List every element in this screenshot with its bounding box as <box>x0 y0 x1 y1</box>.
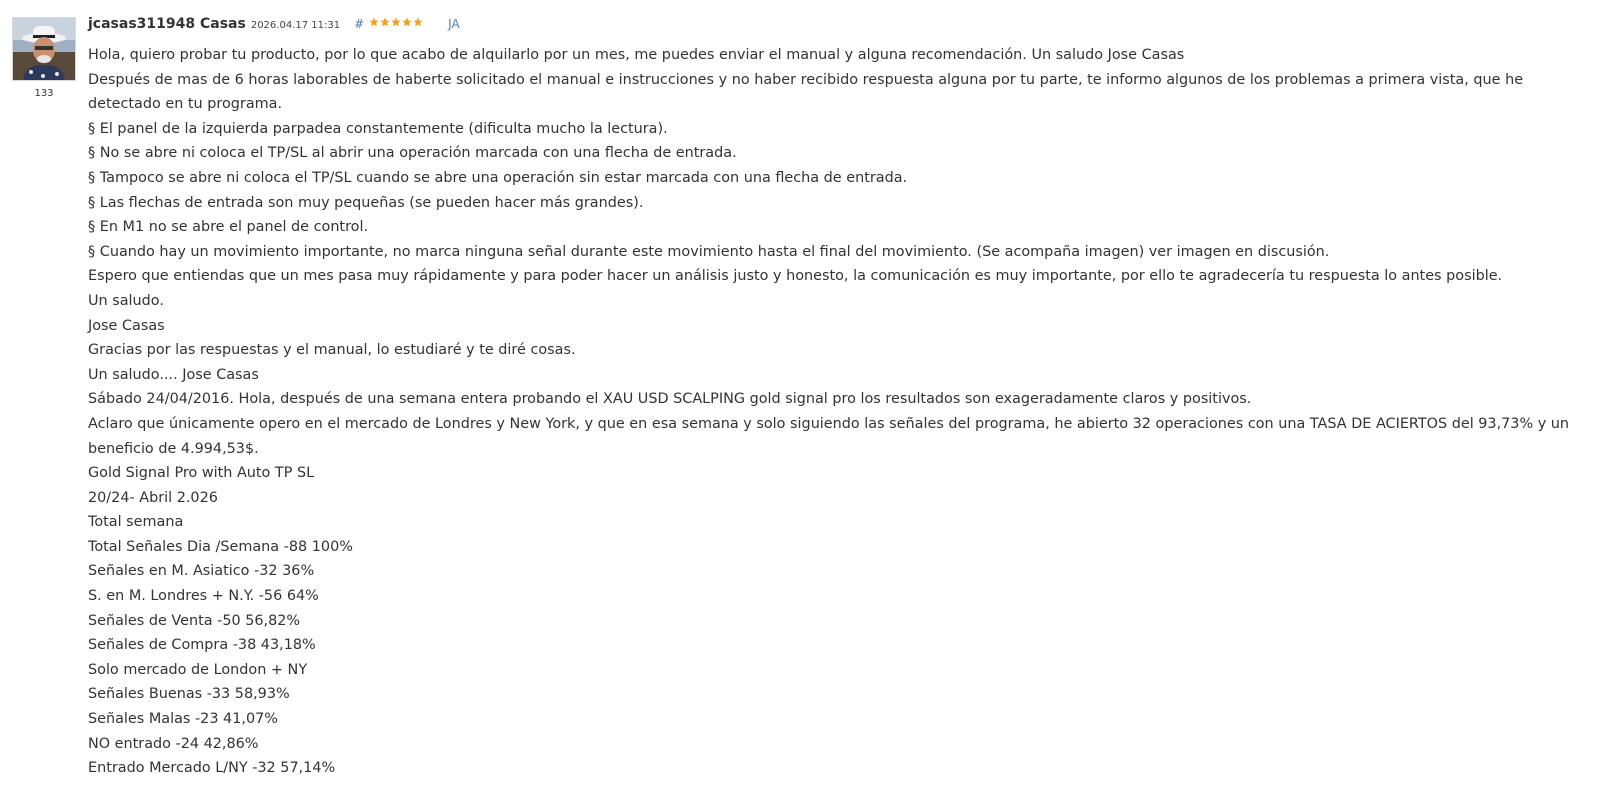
review-header <box>88 16 460 38</box>
author-name-link[interactable]: jcasas311948 Casas <box>88 16 246 32</box>
star-icon <box>391 17 401 27</box>
review-text-line: Señales de Compra -38 43,18% <box>88 637 316 654</box>
translate-language-link[interactable]: JA <box>448 17 460 31</box>
star-icon <box>413 17 423 27</box>
review-text-line: 20/24- Abril 2.026 <box>88 489 218 506</box>
review-text-line: Señales en M. Asiatico -32 36% <box>88 563 315 580</box>
review-text-line: Señales de Venta -50 56,82% <box>88 612 301 629</box>
review-text-line: Señales Malas -23 41,07% <box>88 711 278 728</box>
author-column <box>12 17 76 99</box>
review-text-line: Gold Signal Pro with Auto TP SL <box>88 465 315 482</box>
author-rating-count: 133 <box>34 88 54 99</box>
star-rating <box>369 17 424 27</box>
review-text-line: Hola, quiero probar tu producto, por lo que acabo de alquilarlo por un mes, me puedes enviar el manual y alguna recomendación. Un saludo Jose Casas <box>88 47 1185 63</box>
review-text-line: Un saludo.... Jose Casas <box>88 366 259 383</box>
review-text-line: Un saludo. <box>88 292 164 309</box>
review-text-line: Sábado 24/04/2016. Hola, después de una semana entera probando el XAU USD SCALPING gold signal pro los resultados son exageradamente claros y positivos. <box>88 391 1252 408</box>
review-text-line: Jose Casas <box>88 317 165 334</box>
review-permalink[interactable]: # <box>354 17 365 31</box>
review-text-line: S. en M. Londres + N.Y. -56 64% <box>88 588 319 605</box>
avatar-photo-icon <box>13 18 75 80</box>
review-text-line: § En M1 no se abre el panel de control. <box>88 219 369 236</box>
star-icon <box>380 17 390 27</box>
review-date: 2026.04.17 11:31 <box>250 20 341 31</box>
review-text-line: Después de mas de 6 horas laborables de haberte solicitado el manual e instrucciones y no haber recibido respuesta alguna por tu parte, te informo algunos de los problemas a primera vista, que he detectado en tu programa. <box>88 71 1528 113</box>
star-icon <box>369 17 379 27</box>
review-text-line: Aclaro que únicamente opero en el mercado de Londres y New York, y que en esa semana y solo siguiendo las señales del programa, he abierto 32 operaciones con una TASA DE ACIERTOS del 93,73% y un beneficio de 4.994,53$. <box>88 415 1574 457</box>
review-text-line: § El panel de la izquierda parpadea constantemente (dificulta mucho la lectura). <box>88 120 668 137</box>
review-text-line: § Tampoco se abre ni coloca el TP/SL cuando se abre una operación sin estar marcada con una flecha de entrada. <box>88 169 908 186</box>
review-text-line: NO entrado -24 42,86% <box>88 735 259 752</box>
review-text-line: Solo mercado de London + NY <box>88 661 308 678</box>
review-text-line: § Las flechas de entrada son muy pequeñas (se pueden hacer más grandes). <box>88 194 644 211</box>
star-icon <box>402 17 412 27</box>
review-text-line: Espero que entiendas que un mes pasa muy rápidamente y para poder hacer un análisis justo y honesto, la comunicación es muy importante, por ello te agradecería tu respuesta lo antes posible. <box>88 268 1503 285</box>
review-text <box>88 43 1588 781</box>
author-avatar[interactable] <box>12 17 76 81</box>
review-text-line: § No se abre ni coloca el TP/SL al abrir una operación marcada con una flecha de entrada. <box>88 145 737 162</box>
review-text-line: Total Señales Dia /Semana -88 100% <box>88 538 353 555</box>
review-text-line: Total semana <box>88 514 184 531</box>
review-text-line: § Cuando hay un movimiento importante, no marca ninguna señal durante este movimiento hasta el final del movimiento. (Se acompaña imagen) ver imagen en discusión. <box>88 243 1330 260</box>
review-text-line: Entrado Mercado L/NY -32 57,14% <box>88 760 336 777</box>
review-text-line: Gracias por las respuestas y el manual, lo estudiaré y te diré cosas. <box>88 342 576 359</box>
review-text-line: Señales Buenas -33 58,93% <box>88 686 290 703</box>
